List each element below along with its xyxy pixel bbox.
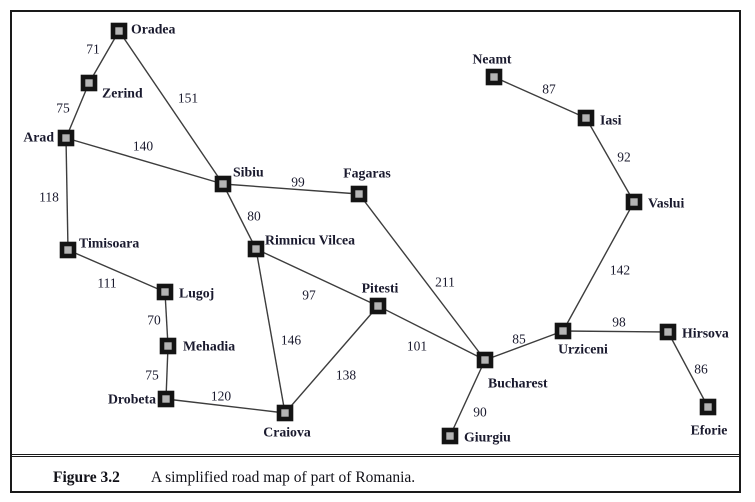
city-label-urziceni: Urziceni	[558, 341, 608, 357]
city-label-arad: Arad	[23, 129, 54, 145]
edge-rimnicu-vilcea-pitesti	[256, 249, 378, 306]
edge-oradea-sibiu	[119, 31, 223, 184]
edge-cost-rimnicu-vilcea-craiova: 146	[280, 332, 302, 348]
edge-craiova-pitesti	[285, 306, 378, 413]
caption-divider	[12, 454, 739, 457]
edge-pitesti-bucharest	[378, 306, 485, 360]
city-node-giurgiu	[444, 430, 456, 442]
figure-label: Figure 3.2	[53, 469, 120, 486]
city-label-oradea: Oradea	[131, 21, 176, 37]
city-node-iasi	[580, 112, 592, 124]
city-node-rimnicu-vilcea	[250, 243, 262, 255]
edge-cost-bucharest-urziceni: 85	[512, 331, 526, 347]
edge-cost-urziceni-hirsova: 98	[612, 314, 626, 330]
edge-cost-bucharest-giurgiu: 90	[473, 404, 487, 420]
city-label-giurgiu: Giurgiu	[464, 429, 511, 445]
edge-cost-sibiu-fagaras: 99	[291, 174, 305, 190]
city-node-vaslui	[628, 196, 640, 208]
city-node-craiova	[279, 407, 291, 419]
city-node-arad	[60, 132, 72, 144]
edge-urziceni-hirsova	[563, 331, 668, 332]
city-label-iasi: Iasi	[600, 112, 622, 128]
edge-cost-timisoara-lugoj: 111	[97, 275, 117, 291]
city-label-fagaras: Fagaras	[343, 165, 391, 181]
figure-caption-text: A simplified road map of part of Romania.	[150, 469, 416, 486]
edge-bucharest-giurgiu	[450, 360, 485, 436]
city-label-zerind: Zerind	[102, 85, 143, 101]
city-node-timisoara	[62, 244, 74, 256]
edge-cost-craiova-pitesti: 138	[335, 367, 357, 383]
city-label-pitesti: Pitesti	[361, 280, 399, 296]
figure-caption	[12, 460, 739, 487]
edge-cost-oradea-sibiu: 151	[177, 90, 199, 106]
edge-cost-lugoj-mehadia: 70	[147, 312, 161, 328]
edge-cost-drobeta-craiova: 120	[210, 388, 232, 404]
edge-cost-rimnicu-vilcea-pitesti: 97	[302, 287, 316, 303]
city-node-hirsova	[662, 326, 674, 338]
edge-cost-mehadia-drobeta: 75	[145, 367, 159, 383]
city-label-rimnicu-vilcea: Rimnicu Vilcea	[265, 232, 356, 248]
city-node-drobeta	[160, 393, 172, 405]
city-node-pitesti	[372, 300, 384, 312]
city-node-bucharest	[479, 354, 491, 366]
edge-fagaras-bucharest	[359, 194, 485, 360]
edge-cost-zerind-arad: 75	[56, 100, 70, 116]
city-label-sibiu: Sibiu	[233, 164, 264, 180]
edge-arad-timisoara	[66, 138, 68, 250]
city-label-neamt: Neamt	[472, 51, 512, 67]
city-label-craiova: Craiova	[263, 424, 311, 440]
edge-cost-oradea-zerind: 71	[86, 41, 100, 57]
city-node-eforie	[702, 401, 714, 413]
city-label-mehadia: Mehadia	[183, 338, 236, 354]
edge-cost-arad-timisoara: 118	[39, 189, 59, 205]
edge-iasi-neamt	[494, 77, 586, 118]
edge-cost-hirsova-eforie: 86	[694, 361, 708, 377]
city-label-drobeta: Drobeta	[107, 391, 156, 407]
edge-cost-arad-sibiu: 140	[132, 138, 154, 154]
city-node-zerind	[83, 77, 95, 89]
figure-frame	[10, 10, 741, 493]
city-label-vaslui: Vaslui	[648, 195, 685, 211]
city-label-bucharest: Bucharest	[488, 375, 548, 391]
city-node-oradea	[113, 25, 125, 37]
city-label-hirsova: Hirsova	[682, 325, 729, 341]
edge-cost-fagaras-bucharest: 211	[435, 274, 455, 290]
city-node-urziceni	[557, 325, 569, 337]
city-node-neamt	[488, 71, 500, 83]
city-node-mehadia	[162, 340, 174, 352]
edge-cost-pitesti-bucharest: 101	[406, 338, 428, 354]
edge-cost-iasi-neamt: 87	[542, 81, 556, 97]
romania-road-map	[12, 12, 739, 454]
city-label-eforie: Eforie	[690, 422, 728, 438]
city-node-fagaras	[353, 188, 365, 200]
city-label-lugoj: Lugoj	[179, 285, 215, 301]
edge-cost-sibiu-rimnicu-vilcea: 80	[247, 208, 261, 224]
edge-cost-vaslui-iasi: 92	[617, 149, 631, 165]
city-label-timisoara: Timisoara	[79, 235, 140, 251]
city-node-sibiu	[217, 178, 229, 190]
edge-rimnicu-vilcea-craiova	[256, 249, 285, 413]
city-node-lugoj	[159, 286, 171, 298]
edge-cost-urziceni-vaslui: 142	[609, 262, 631, 278]
